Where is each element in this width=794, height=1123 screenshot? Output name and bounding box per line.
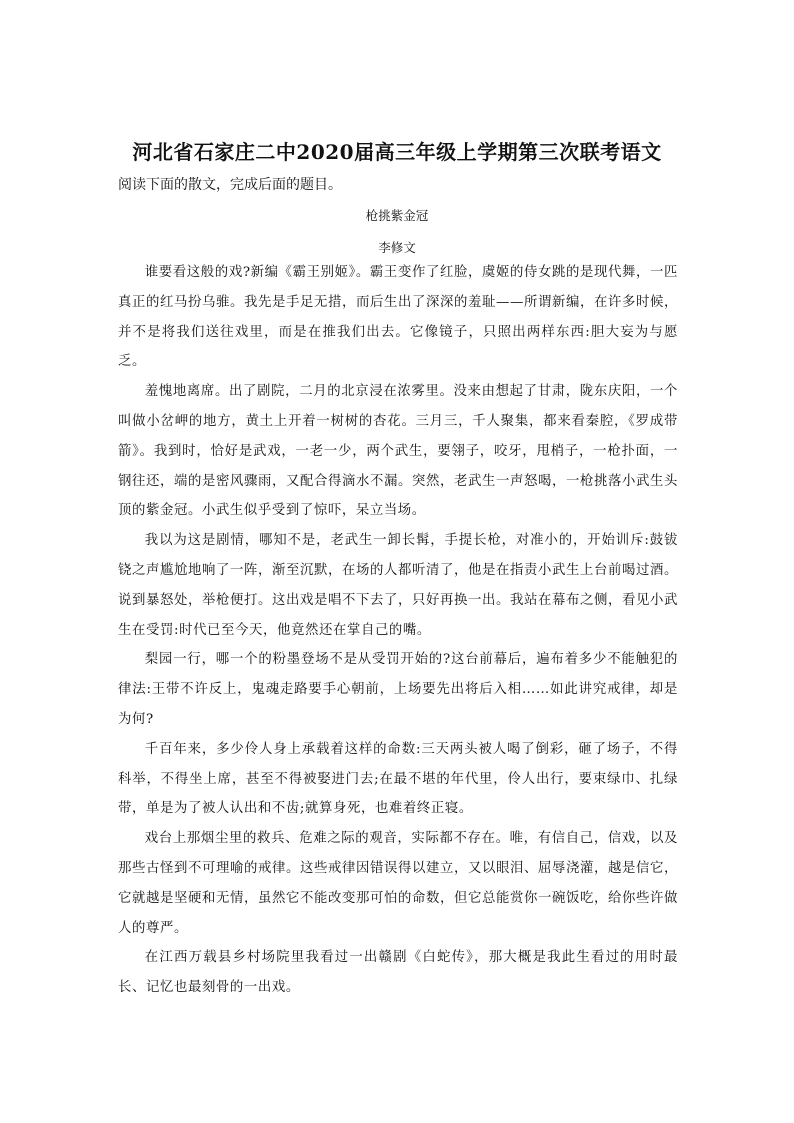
essay-body [118, 258, 678, 1003]
essay-paragraph: 羞愧地离席。出了剧院，二月的北京浸在浓雾里。没来由想起了甘肃，陇东庆阳，一个叫做小岔岬的地方，黄土上开着一树树的杏花。三月三，千人聚集，都来看秦腔，《罗成带箭》。我到时，恰好是武戏，一老一少，两个武生，要翎子，咬牙，甩梢子，一枪扑面，一钢往还，端的是密风骤雨，又配合得滴水不漏。突然，老武生一声怒喝，一枪挑落小武生头顶的紫金冠。小武生似乎受到了惊吓，呆立当场。 [118, 384, 678, 519]
essay-paragraph: 谁要看这般的戏?新编《霸王别姬》。霸王变作了红脸，虞姬的侍女跳的是现代舞，一匹真正的红马扮乌骓。我先是手足无措，而后生出了深深的羞耻——所谓新编，在许多时候，并不是将我们送往戏里，而是在推我们出去。它像镜子，只照出两样东西:胆大妄为与愿乏。 [118, 265, 678, 370]
essay-paragraph: 千百年来，多少伶人身上承载着这样的命数:三天两头被人喝了倒彩，砸了场子，不得科举，不得坐上席，甚至不得被娶进门去;在最不堪的年代里，伶人出行，要束绿巾、扎绿带，单是为了被人认出和不齿;就算身死，也难着终正寝。 [118, 741, 678, 817]
reading-instruction: 阅读下面的散文，完成后面的题目。 [118, 177, 342, 193]
essay-paragraph: 我以为这是剧情，哪知不是，老武生一卸长髯，手提长枪，对准小的，开始训斥:鼓钹铙之声尴尬地响了一阵，渐至沉默，在场的人都听清了，他是在指责小武生上台前喝过酒。说到暴怒处，举枪便打。这出戏是唱不下去了，只好再换一出。我站在幕布之侧，看见小武生在受罚:时代已至今天，他竟然还在掌自己的嘴。 [118, 533, 678, 638]
essay-paragraph: 梨园一行，哪一个的粉墨登场不是从受罚开始的?这台前幕后，遍布着多少不能触犯的律法:王带不许反上，鬼魂走路要手心朝前，上场要先出将后入相……如此讲究戒律，却是为何? [118, 652, 678, 727]
document-title: 河北省石家庄二中2020届高三年级上学期第三次联考语文 [132, 140, 662, 164]
essay-author: 李修文 [378, 240, 416, 255]
essay-paragraph: 戏台上那烟尘里的救兵、危难之际的观音，实际都不存在。唯，有信自己，信戏，以及那些古怪到不可理喻的戒律。这些戒律因错误得以建立，又以眼泪、屈辱浇灌，越是信它，它就越是坚硬和无情，虽然它不能改变那可怕的命数，但它总能赏你一碗饭吃，给你些许做人的尊严。 [118, 831, 678, 936]
essay-paragraph: 在江西万载县乡村场院里我看过一出赣剧《白蛇传》，那大概是我此生看过的用时最长、记忆也最刻骨的一出戏。 [118, 950, 678, 996]
essay-title: 枪挑紫金冠 [365, 208, 429, 223]
